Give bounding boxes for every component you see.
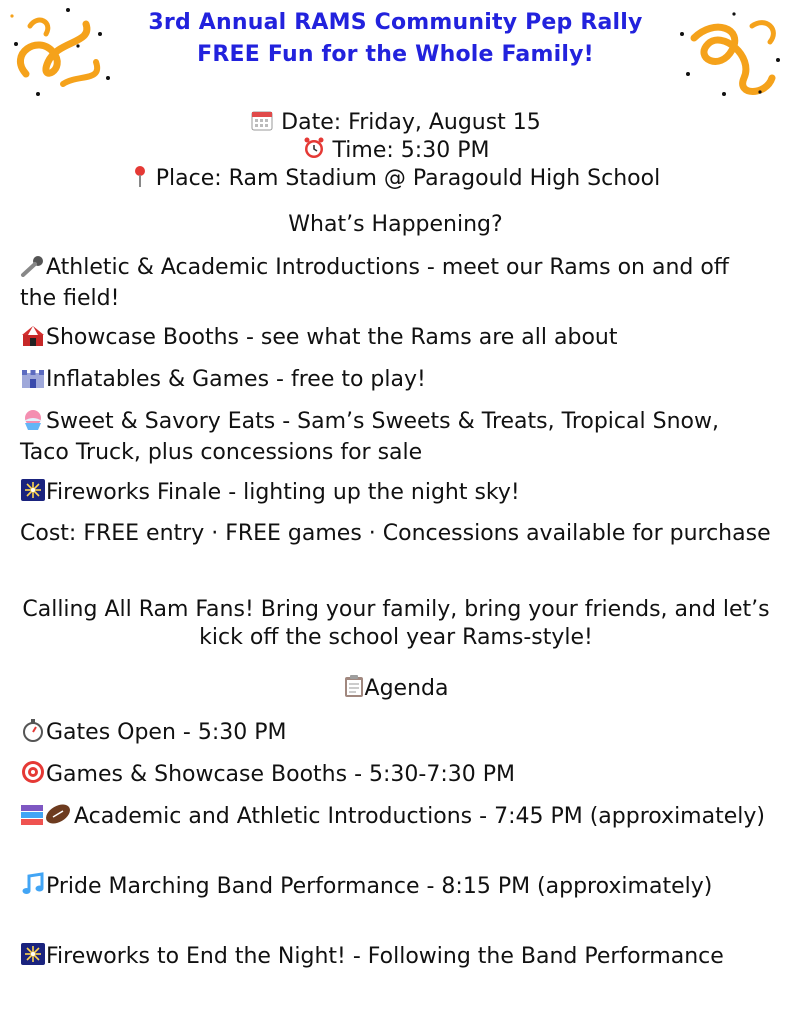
books-football-icon [20, 802, 74, 834]
agenda-item: Academic and Athletic Introductions - 7:45 PM (approximately) [20, 802, 772, 834]
list-item: Fireworks Finale - lighting up the night sky! [20, 478, 772, 510]
sparkler-icon [20, 478, 46, 510]
agenda-item: Pride Marching Band Performance - 8:15 PM (approximately) [20, 872, 772, 904]
event-title: 3rd Annual RAMS Community Pep Rally [148, 10, 643, 35]
date-text: Date: Friday, August 15 [281, 110, 541, 135]
calendar-icon [250, 108, 274, 138]
agenda-item: Gates Open - 5:30 PM [20, 718, 772, 750]
alarm-clock-icon [302, 136, 326, 166]
sparkler-icon [20, 942, 46, 974]
cost-text: Cost: FREE entry · FREE games · Concessions available for purchase [20, 521, 771, 546]
list-item: Inflatables & Games - free to play! [20, 366, 772, 397]
agenda-item: Games & Showcase Booths - 5:30-7:30 PM [20, 760, 772, 792]
event-subtitle: FREE Fun for the Whole Family! [197, 42, 594, 67]
time-line [0, 136, 791, 166]
happening-heading: What’s Happening? [288, 212, 503, 237]
music-note-icon [20, 872, 46, 904]
circus-tent-icon [20, 325, 46, 355]
agenda-heading [0, 674, 791, 704]
place-text: Place: Ram Stadium @ Paragould High School [155, 166, 661, 191]
date-line [0, 108, 791, 138]
microphone-icon [20, 255, 46, 285]
list-item: Sweet & Savory Eats - Sam’s Sweets & Treats, Tropical Snow, Taco Truck, plus concessions for sale [20, 409, 719, 465]
time-text: Time: 5:30 PM [332, 138, 490, 163]
clipboard-icon [343, 674, 365, 704]
shaved-ice-icon [20, 409, 46, 439]
agenda-heading-text: Agenda [364, 676, 449, 701]
target-icon [20, 760, 46, 792]
stopwatch-icon [20, 718, 46, 750]
agenda-item: Fireworks to End the Night! - Following the Band Performance [20, 942, 772, 974]
callout-text: Calling All Ram Fans! Bring your family, bring your friends, and let’s kick off the school year Rams-style! [22, 597, 770, 650]
pin-icon [131, 164, 149, 194]
place-line [0, 164, 791, 194]
list-item: Showcase Booths - see what the Rams are all about [20, 324, 772, 355]
list-item: Athletic & Academic Introductions - meet our Rams on and off the field! [20, 255, 729, 311]
castle-icon [20, 367, 46, 397]
